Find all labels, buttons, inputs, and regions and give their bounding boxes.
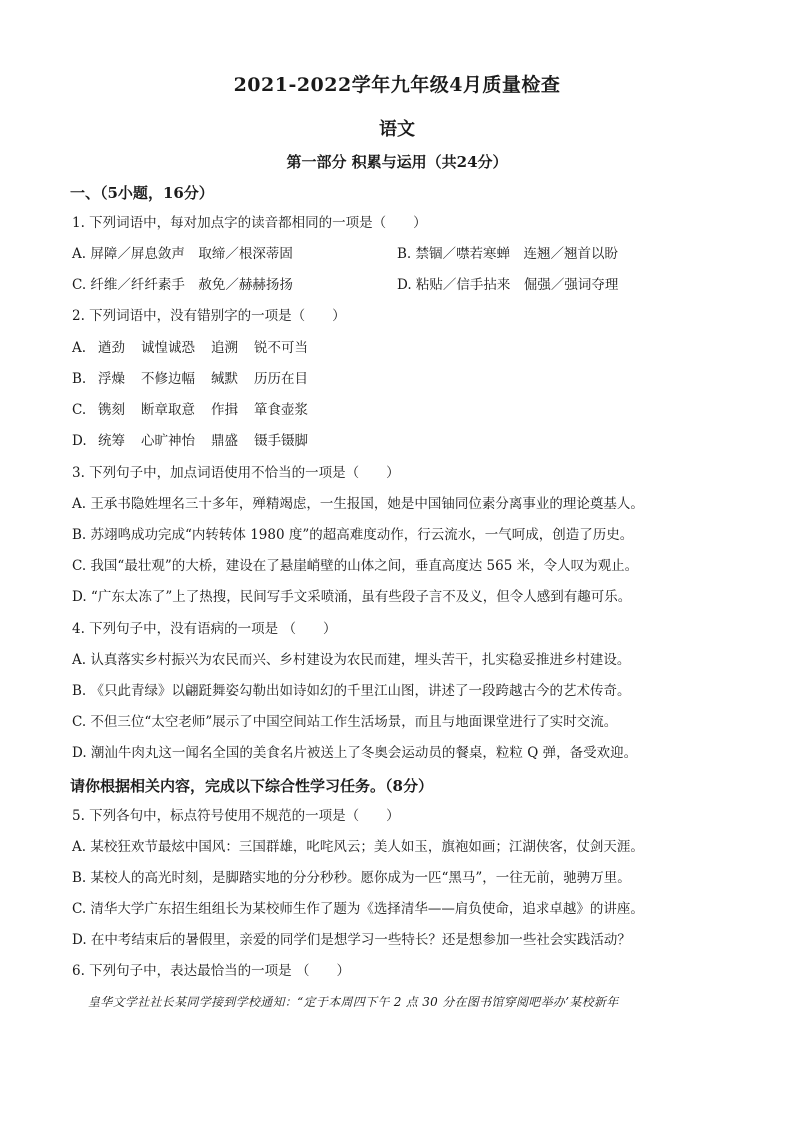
q5-stem: 5. 下列各句中，标点符号使用不规范的一项是（ ）	[72, 808, 400, 824]
q3-option-c: C. 我国“最壮观”的大桥，建设在了悬崖峭壁的山体之间，垂直高度达 565 米，令人叹为观止。	[72, 558, 639, 574]
option-word: 浮燥	[98, 371, 125, 387]
option-word: 不修边幅	[141, 371, 195, 387]
option-word: 遒劲	[98, 340, 125, 356]
option-word: 鼎盛	[211, 433, 238, 449]
q3-option-a: A. 王承书隐姓埋名三十多年，殚精竭虑，一生报国，她是中国铀同位素分离事业的理论奠基人。	[72, 496, 644, 512]
q5-option-b: B. 某校人的高光时刻，是脚踏实地的分分秒秒。愿你成为一匹“黑马”，一往无前，驰骋万里。	[72, 870, 631, 886]
option-word: 断章取意	[141, 402, 195, 418]
q1-stem: 1. 下列词语中，每对加点字的读音都相同的一项是（ ）	[72, 215, 427, 231]
q5-option-d: D. 在中考结束后的暑假里，亲爱的同学们是想学习一些特长？还是想参加一些社会实践活动？	[72, 932, 631, 948]
q2-stem: 2. 下列词语中，没有错别字的一项是（ ）	[72, 308, 346, 324]
option-key: C.	[72, 402, 87, 418]
q4-option-a: A. 认真落实乡村振兴为农民而兴、乡村建设为农民而建，埋头苦干，扎实稳妥推进乡村建设。	[72, 652, 631, 668]
section-heading-1: 一、（5小题，16分）	[70, 184, 214, 202]
q2-option-c	[72, 401, 324, 419]
q2-option-d	[72, 432, 324, 450]
option-word: 作揖	[211, 402, 238, 418]
option-word: 镊手镊脚	[254, 433, 308, 449]
option-key: A.	[72, 340, 87, 356]
section-heading-2: 请你根据相关内容，完成以下综合性学习任务。（8分）	[70, 777, 433, 795]
page-title: 2021-2022学年九年级4月质量检查	[233, 74, 561, 96]
q4-option-b: B. 《只此青绿》以翩跹舞姿勾勒出如诗如幻的千里江山图，讲述了一段跨越古今的艺术传奇。	[72, 683, 631, 699]
q4-stem: 4. 下列句子中，没有语病的一项是 （ ）	[72, 621, 337, 637]
q5-option-c: C. 清华大学广东招生组组长为某校师生作了题为《选择清华——肩负使命，追求卓越》的讲座。	[72, 901, 644, 917]
option-word: 心旷神怡	[141, 433, 195, 449]
q1-option-a: A. 屏障／屏息敛声 取缔／根深蒂固	[72, 246, 293, 262]
q5-option-a: A. 某校狂欢节最炫中国风：三国群雄，叱咤风云；美人如玉，旗袍如画；江湖侠客，仗剑天涯。	[72, 839, 644, 855]
q2-option-b	[72, 370, 324, 388]
option-word: 历历在目	[254, 371, 308, 387]
q3-stem: 3. 下列句子中，加点词语使用不恰当的一项是（ ）	[72, 465, 400, 481]
option-word: 镌刻	[98, 402, 125, 418]
q6-stem: 6. 下列句子中，表达最恰当的一项是 （ ）	[72, 963, 350, 979]
q4-option-d: D. 潮汕牛肉丸这一闻名全国的美食名片被送上了冬奥会运动员的餐桌，粒粒 Q 弹，备受欢迎。	[72, 745, 638, 761]
q6-context-note: 皇华文学社社长某同学接到学校通知：“定于本周四下午 2 点 30 分在图书馆穿阅吧举办’某校新年	[88, 995, 619, 1009]
part-heading: 第一部分 积累与运用（共24分）	[286, 153, 508, 171]
q4-option-c: C. 不但三位“太空老师”展示了中国空间站工作生活场景，而且与地面课堂进行了实时交流。	[72, 714, 618, 730]
q3-option-d: D. “广东太冻了”上了热搜，民间写手文采喷涌，虽有些段子言不及义，但令人感到有趣可乐。	[72, 589, 632, 605]
option-word: 统筹	[98, 433, 125, 449]
option-word: 锐不可当	[254, 340, 308, 356]
option-word: 诚惶诚恐	[141, 340, 195, 356]
q2-option-a	[72, 339, 324, 357]
q1-option-b: B. 禁锢／噤若寒蝉 连翘／翘首以盼	[397, 246, 619, 262]
option-word: 缄默	[211, 371, 238, 387]
subject-title: 语文	[379, 119, 415, 140]
option-word: 箪食壶浆	[254, 402, 308, 418]
option-key: B.	[72, 371, 87, 387]
q1-option-c: C. 纤维／纤纤素手 赦免／赫赫扬扬	[72, 277, 293, 293]
option-word: 追溯	[211, 340, 238, 356]
q1-option-d: D. 粘贴／信手拈来 倔强／强词夺理	[397, 277, 619, 293]
option-key: D.	[72, 433, 87, 449]
q3-option-b: B. 苏翊鸣成功完成“内转转体 1980 度”的超高难度动作，行云流水，一气呵成，创造了历史。	[72, 527, 634, 543]
